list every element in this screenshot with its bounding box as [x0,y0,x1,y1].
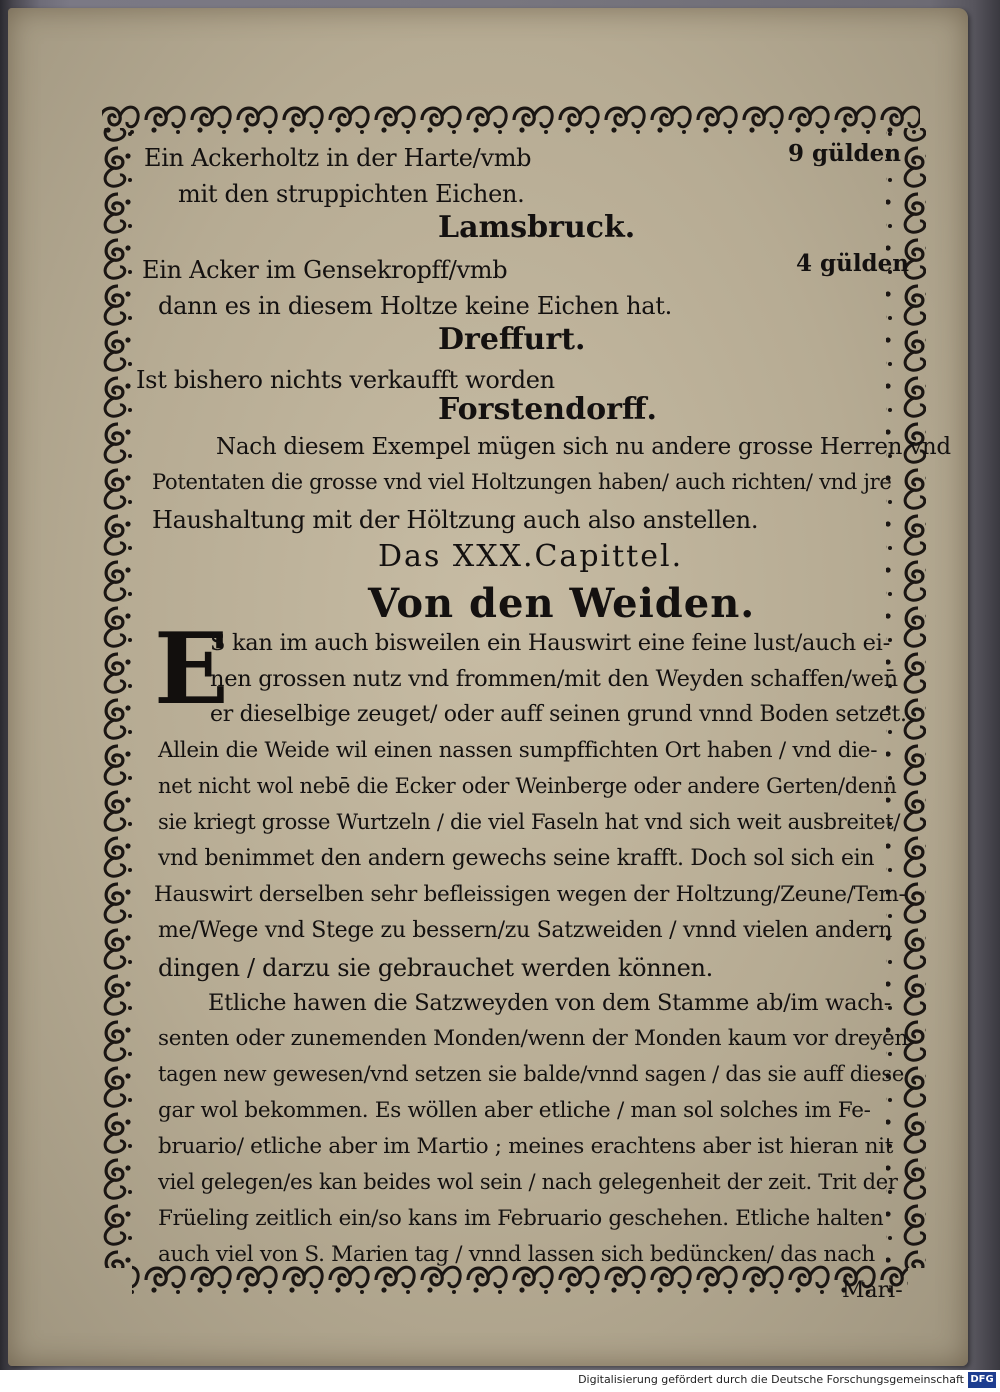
text-line: Hauswirt derselben sehr befleissigen wegen der Holtzung/Zeune/Tem- [154,882,906,907]
text-line: bruario/ etliche aber im Martio ; meines erachtens aber ist hieran nit [158,1134,894,1159]
text-line: S kan im auch bisweilen ein Hauswirt eine feine lust/auch ei- [210,630,890,656]
book-page [8,8,968,1366]
text-line: tagen new gewesen/vnd setzen sie balde/vnnd sagen / das sie auff diese [158,1062,904,1086]
text-line: Nach diesem Exempel mügen sich nu andere grosse Herren vnd [216,434,951,460]
text-line: viel gelegen/es kan beides wol sein / nach gelegenheit der zeit. Trit der [158,1170,898,1194]
text-line: er dieselbige zeuget/ oder auff seinen grund vnnd Boden setzet. [210,702,907,727]
text-line: Früeling zeitlich ein/so kans im Februario geschehen. Etliche halten [158,1206,884,1231]
text-area [136,134,951,1303]
dfg-logo: DFG [968,1372,996,1388]
text-line: Etliche hawen die Satzweyden von dem Stamme ab/im wach- [208,990,892,1016]
drop-capital: E [154,612,229,727]
price-label: 9 gülden [788,140,901,167]
text-line: Ist bishero nichts verkaufft worden [136,366,555,394]
catchword: Mari- [842,1278,903,1303]
footer-credit: Digitalisierung gefördert durch die Deutsche Forschungsgemeinschaft [578,1373,964,1386]
text-line: dann es in diesem Holtze keine Eichen hat. [158,292,672,320]
text-line: sie kriegt grosse Wurtzeln / die viel Faseln hat vnd sich weit ausbreitet/ [158,810,901,834]
text-line: Haushaltung mit der Höltzung auch also anstellen. [152,506,759,534]
text-line: dingen / darzu sie gebrauchet werden können. [158,954,713,982]
text-line: mit den struppichten Eichen. [178,180,525,208]
place-heading: Forstendorff. [438,392,657,427]
text-line: Potentaten die grosse vnd viel Holtzungen haben/ auch richten/ vnd jre [152,470,892,494]
chapter-heading: Das XXX.Capittel. [378,539,684,574]
chapter-title: Von den Weiden. [368,580,756,627]
text-line: me/Wege vnd Stege zu bessern/zu Satzweiden / vnnd vielen andern [158,918,893,943]
place-heading: Dreffurt. [438,322,586,357]
text-line: Ein Ackerholtz in der Harte/vmb [144,144,532,172]
price-label: 4 gülden [796,250,909,277]
text-line: Ein Acker im Gensekropff/vmb [142,256,508,284]
text-line: net nicht wol nebē die Ecker oder Weinberge oder andere Gerten/denn [158,774,897,798]
text-line: vnd benimmet den andern gewechs seine krafft. Doch sol sich ein [158,846,875,871]
text-line: auch viel von S. Marien tag / vnnd lassen sich bedüncken/ das nach [158,1242,875,1267]
footer-bar [0,1370,1000,1392]
text-line: senten oder zunemenden Monden/wenn der Monden kaum vor dreyen [158,1026,908,1051]
place-heading: Lamsbruck. [438,210,636,245]
text-line: Allein die Weide wil einen nassen sumpffichten Ort haben / vnd die- [158,738,878,763]
text-line: nen grossen nutz vnd frommen/mit den Weyden schaffen/wen̄ [210,666,898,692]
text-line: gar wol bekommen. Es wöllen aber etliche / man sol solches im Fe- [158,1098,871,1123]
